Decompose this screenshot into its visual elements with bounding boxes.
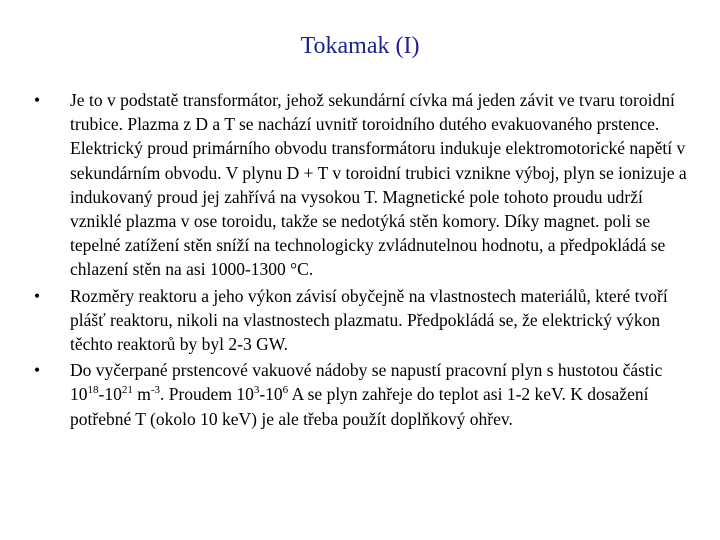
superscript: -3 [150, 384, 160, 397]
superscript: 21 [121, 384, 133, 397]
bullet-list [34, 88, 694, 433]
text-run: -10 [98, 384, 122, 405]
superscript: 18 [87, 384, 99, 397]
bullet-text: Je to v podstatě transformátor, jehož sekundární cívka má jeden závit ve tvaru toroidní trubice. Plazma z D a T se nachází uvnitř toroidního dutého evakuovaného prstence. Elektrický proud primárního obvodu transformátoru indukuje elektromotorické napětí v sekundárním obvodu. V plynu D + T v toroidní trubici vznikne výboj, plyn se ionizuje a indukovaný proud jej zahřívá na vysokou T. Magnetické pole tohoto proudu udrží vzniklé plazma v ose toroidu, takže se nedotýká stěn komory. Díky magnet. poli se tepelné zatížení stěn sníží na technologicky zvládnutelnou hodnotu, a předpokládá se chlazení stěn na asi 1000-1300 °C. [70, 90, 687, 280]
slide-title: Tokamak (I) [300, 33, 420, 59]
text-run: Do vyčerpané prstencové vakuové nádoby se napustí pracovní plyn s hustotou částic 10 [70, 360, 663, 405]
bullet-icon: • [34, 90, 41, 110]
bullet-icon: • [34, 285, 41, 306]
bullet-item-working-gas [34, 358, 694, 431]
text-run: -10 [259, 384, 283, 405]
text-run: m [132, 384, 151, 405]
bullet-icon: • [34, 360, 41, 381]
superscript: 3 [253, 384, 260, 397]
text-run: A se plyn zahřeje do teplot asi 1-2 keV. K dosažení potřebné T (okolo 10 keV) je ale třeba použít doplňkový ohřev. [70, 384, 649, 429]
bullet-text: Rozměry reaktoru a jeho výkon závisí obyčejně na vlastnostech materiálů, které tvoří plášť reaktoru, nikoli na vlastnostech plazmatu. Předpokládá se, že elektrický výkon těchto reaktorů by byl 2-3 GW. [70, 285, 668, 355]
bullet-text [70, 360, 662, 428]
text-run: . Proudem 10 [160, 384, 254, 405]
superscript: 6 [282, 384, 289, 397]
bullet-item-reactor-size [34, 284, 694, 357]
bullet-item-tokamak-principle [34, 88, 694, 282]
